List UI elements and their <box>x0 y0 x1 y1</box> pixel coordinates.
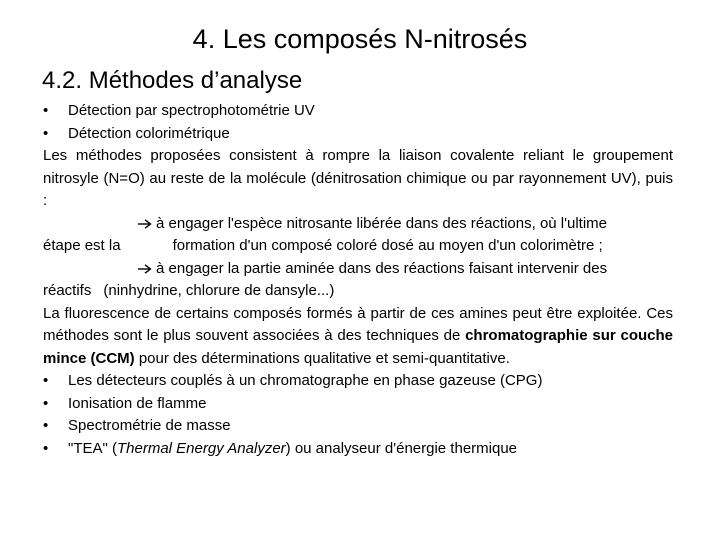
bullet-italic-text: Thermal Energy Analyzer <box>116 439 286 457</box>
bullet-text: Les détecteurs couplés à un chromatographe en phase gazeuse (CPG) <box>68 372 543 389</box>
bullet-icon: • <box>43 394 49 412</box>
bullet-icon: • <box>43 124 49 142</box>
arrow-item-text: à engager la partie aminée dans des réactions faisant intervenir des <box>156 259 608 277</box>
bullet-icon: • <box>43 439 49 457</box>
bullet-text: Détection par spectrophotométrie UV <box>68 102 315 119</box>
bullet-text: ) ou analyseur d'énergie thermique <box>285 439 518 457</box>
arrow-right-icon <box>138 213 156 236</box>
slide-title: 4. Les composés N-nitrosés <box>192 24 528 54</box>
arrow-item-2-line2 <box>43 280 673 303</box>
bullet-text: Ionisation de flamme <box>68 394 207 412</box>
bullet-item <box>43 415 673 438</box>
bullet-item <box>43 393 673 416</box>
arrow-item-text: (ninhydrine, chlorure de dansyle...) <box>103 282 335 299</box>
bullet-item <box>43 438 673 461</box>
paragraph-bold-text: chromatographie sur couche mince (CCM) <box>43 327 673 367</box>
arrow-item-text: à engager l'espèce nitrosante libérée dans des réactions, où l'ultime <box>156 214 608 232</box>
paragraph-text: pour des déterminations qualitative et semi-quantitative. <box>134 349 510 367</box>
paragraph-text: La fluorescence de certains composés formés à partir de ces amines peut être exploitée. Ces méthodes sont le plus souvent associées à des techniques de <box>43 304 673 344</box>
arrow-item-text: réactifs <box>43 282 92 299</box>
bullet-icon: • <box>43 372 49 389</box>
arrow-item-text: formation d'un composé coloré dosé au moyen d'un colorimètre ; <box>172 237 603 254</box>
bullet-text: Spectrométrie de masse <box>68 417 231 434</box>
arrow-item-text: étape est la <box>43 237 121 254</box>
bullet-icon: • <box>43 102 49 119</box>
bullet-item <box>43 123 673 146</box>
bullet-text: "TEA" ( <box>68 439 117 457</box>
arrow-right-icon <box>138 258 156 281</box>
arrow-item-1-line2 <box>43 235 673 258</box>
fluorescence-paragraph <box>43 303 673 371</box>
section-subtitle: 4.2. Méthodes d’analyse <box>42 67 303 94</box>
bullet-item <box>43 100 673 123</box>
arrow-item-1-line1 <box>43 213 673 236</box>
intro-paragraph: Les méthodes proposées consistent à rompre la liaison covalente reliant le groupement nitrosyle (N=O) au reste de la molécule (dénitrosation chimique ou par rayonnement UV), puis : <box>43 147 673 209</box>
bullet-text: Détection colorimétrique <box>68 124 230 142</box>
slide-body <box>43 100 673 460</box>
arrow-item-2-line1 <box>43 258 673 281</box>
bullet-item <box>43 370 673 393</box>
bullet-icon: • <box>43 417 49 434</box>
